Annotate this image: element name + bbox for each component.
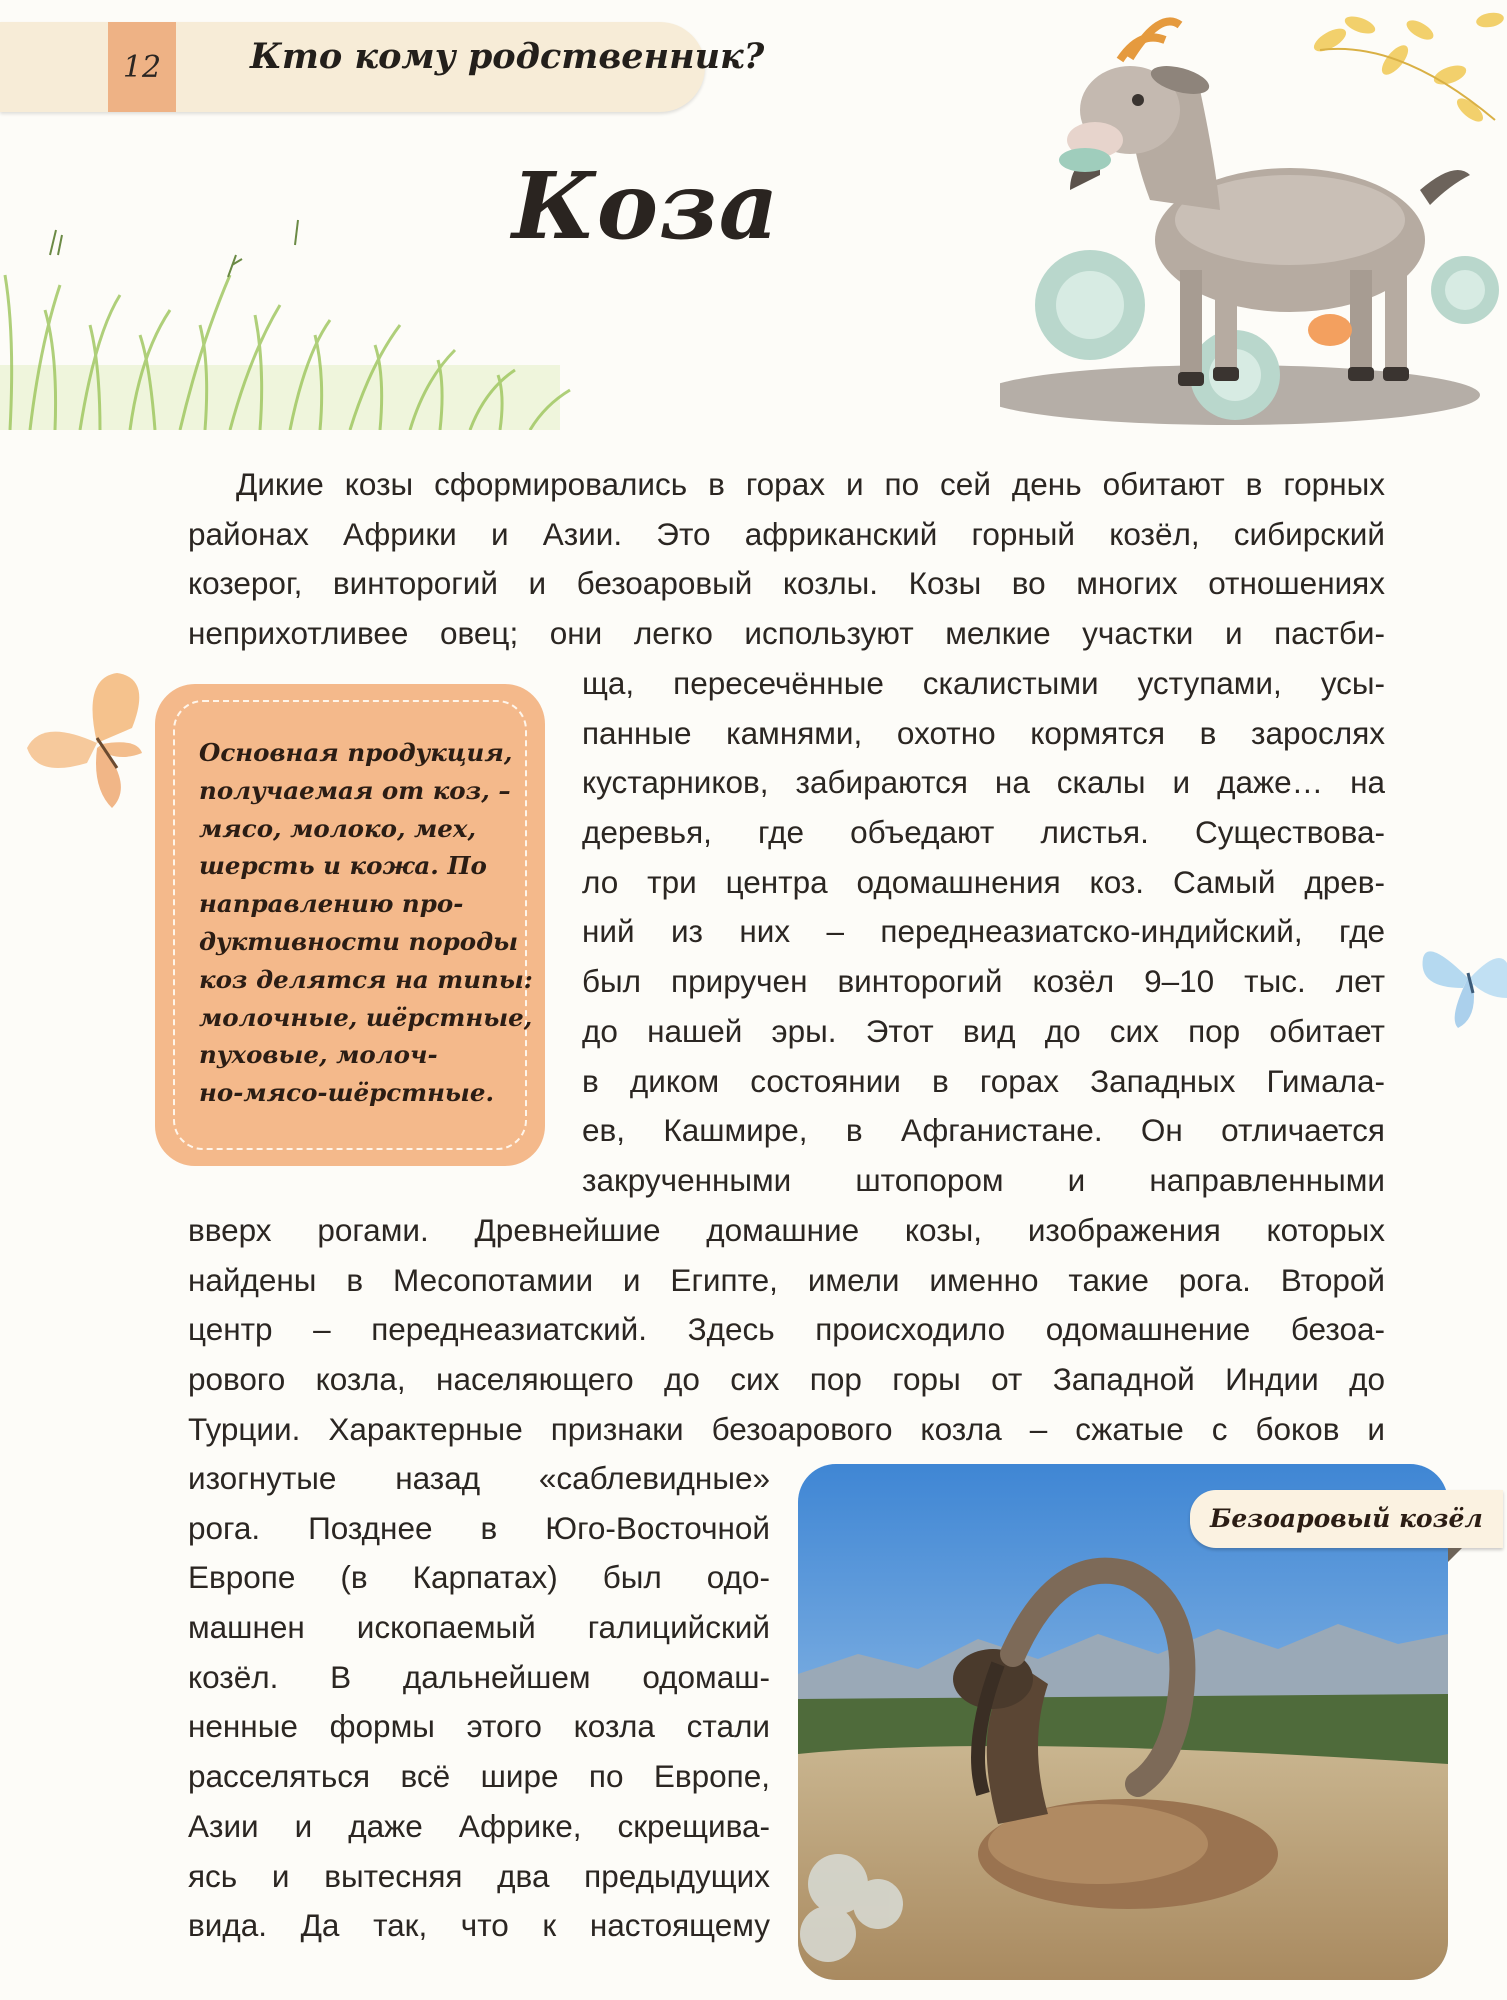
- blue-butterfly-icon: [1418, 918, 1507, 1038]
- text-line: был приручен винторогий козёл 9–10 тыс. лет: [582, 963, 1385, 1000]
- page-title: Коза: [512, 152, 780, 260]
- text-line: неприхотливее овец; они легко используют мелкие участки и пастби-: [188, 615, 1385, 652]
- page-number: 12: [108, 22, 176, 112]
- caption-tab: [1448, 1548, 1462, 1562]
- fact-line: мясо, молоко, мех,: [199, 813, 477, 843]
- text-line: ясь и вытесняя два предыдущих: [188, 1857, 770, 1894]
- text-line: до нашей эры. Этот вид до сих пор обитает: [582, 1012, 1385, 1049]
- text-line: козерог, винторогий и безоаровый козлы. Козы во многих отношениях: [188, 565, 1385, 602]
- text-line: машнен ископаемый галицийский: [188, 1609, 770, 1646]
- chapter-title: Кто кому родственник?: [250, 36, 765, 77]
- body-text-left: [188, 1454, 770, 1951]
- fact-line: молочные, шёрстные,: [199, 1002, 533, 1032]
- text-line: ло три центра одомашнения коз. Самый древ-: [582, 863, 1385, 900]
- text-line: Дикие козы сформировались в горах и по сей день обитают в горных: [236, 466, 1385, 502]
- goat-illustration: [1000, 0, 1507, 440]
- text-line: ненные формы этого козла стали: [188, 1708, 770, 1745]
- text-line: центр – переднеазиатский. Здесь происходило одомашнение безоа-: [188, 1311, 1385, 1348]
- fact-line: направлению про-: [199, 889, 464, 919]
- text-line: найдены в Месопотамии и Египте, имели именно такие рога. Второй: [188, 1261, 1385, 1298]
- text-line: районах Африки и Азии. Это африканский горный козёл, сибирский: [188, 515, 1385, 552]
- fact-line: коз делятся на типы:: [199, 964, 533, 994]
- fact-line: дуктивности породы: [199, 926, 519, 956]
- fact-box: [155, 684, 545, 1166]
- body-text-top: [188, 460, 1385, 659]
- text-line: козёл. В дальнейшем одомаш-: [188, 1658, 770, 1695]
- body-text-wide: [188, 1206, 1385, 1454]
- fact-line: Основная продукция,: [199, 738, 513, 767]
- text-line: рога. Позднее в Юго-Восточной: [188, 1509, 770, 1546]
- orange-butterfly-icon: [22, 668, 172, 818]
- text-line: Азии и даже Африке, скрещива-: [188, 1807, 770, 1844]
- text-line: ща, пересечённые скалистыми уступами, усы-: [582, 665, 1385, 701]
- fact-box-text: [199, 734, 533, 1112]
- text-line: ний из них – переднеазиатско-индийский, где: [582, 913, 1385, 950]
- fact-line: но-мясо-шёрстные.: [199, 1078, 494, 1108]
- text-line: расселяться всё шире по Европе,: [188, 1758, 770, 1795]
- body-text-middle: [582, 659, 1385, 1206]
- fact-line: шерсть и кожа. По: [199, 851, 487, 881]
- fact-line: пуховые, молоч-: [199, 1040, 438, 1070]
- text-line: в диком состоянии в горах Западных Гимала-: [582, 1062, 1385, 1099]
- text-line: деревья, где объедают листья. Существова-: [582, 814, 1385, 851]
- fact-line: получаемая от коз, –: [199, 775, 511, 805]
- text-line: вида. Да так, что к настоящему: [188, 1907, 770, 1944]
- text-line: закрученными штопором и направленными: [582, 1161, 1385, 1198]
- text-line: панные камнями, охотно кормятся в зарослях: [582, 714, 1385, 751]
- text-line: рового козла, населяющего до сих пор горы от Западной Индии до: [188, 1361, 1385, 1398]
- text-line: Европе (в Карпатах) был одо-: [188, 1559, 770, 1596]
- photo-caption: Безоаровый козёл: [1190, 1490, 1503, 1548]
- text-line: ев, Кашмире, в Афганистане. Он отличается: [582, 1112, 1385, 1149]
- text-line: вверх рогами. Древнейшие домашние козы, изображения которых: [188, 1212, 1385, 1248]
- text-line: Турции. Характерные признаки безоарового козла – сжатые с боков и: [188, 1410, 1385, 1447]
- text-line: кустарников, забираются на скалы и даже… на: [582, 764, 1385, 801]
- text-line: изогнутые назад «саблевидные»: [188, 1460, 770, 1496]
